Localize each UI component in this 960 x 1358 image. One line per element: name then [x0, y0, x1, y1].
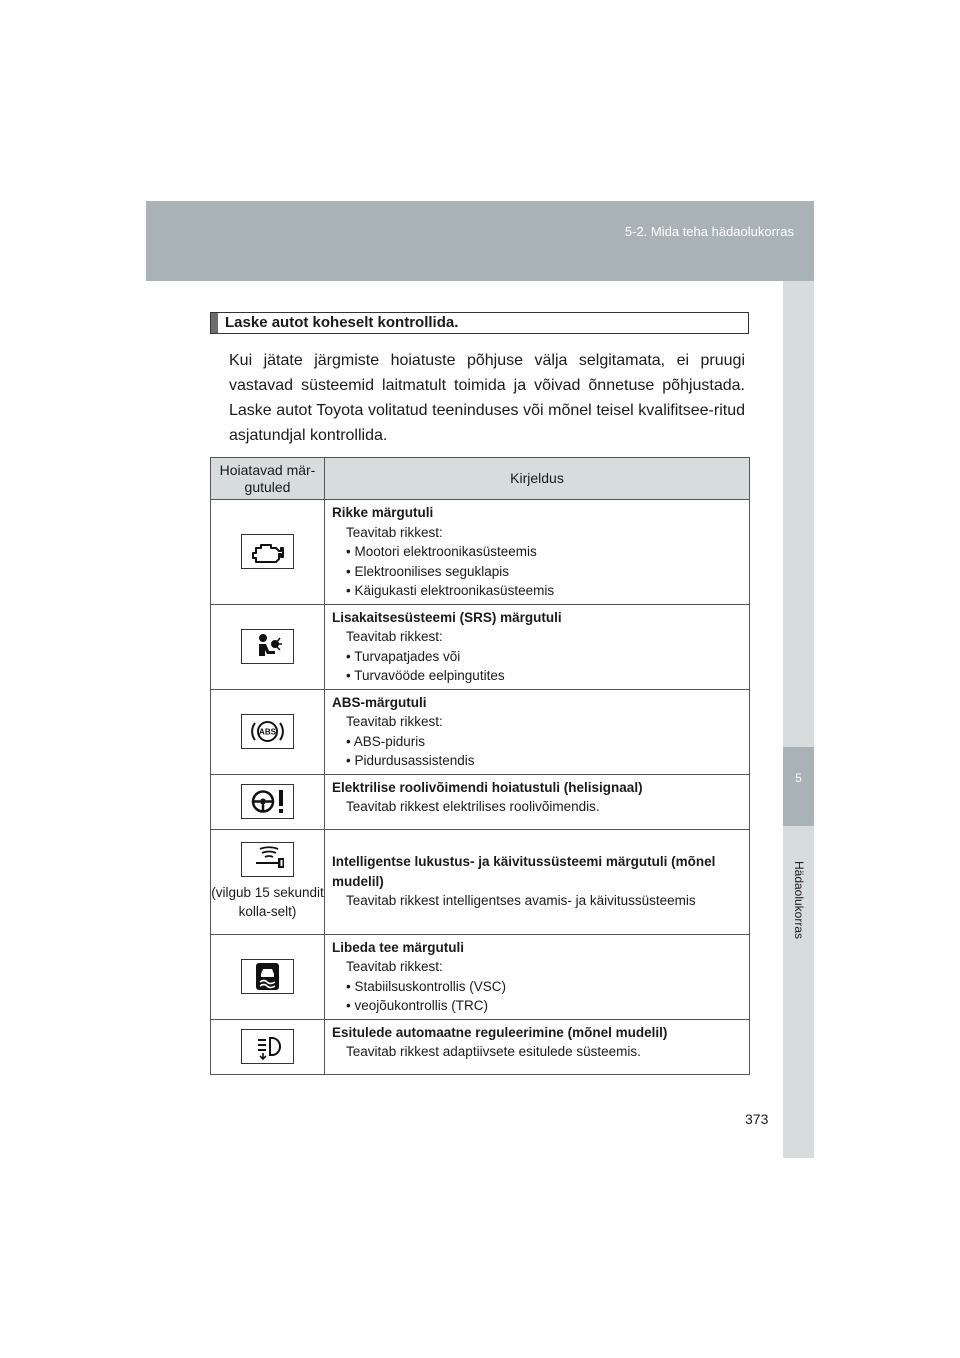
row-subtitle: Teavitab rikkest:: [346, 524, 443, 540]
description-cell: [325, 689, 750, 774]
row-title: Libeda tee märgutuli: [332, 939, 465, 955]
icon-cell: [211, 1019, 325, 1074]
row-subtitle: Teavitab rikkest adaptiivsete esitulede süsteemis.: [346, 1044, 641, 1059]
table-row: [211, 1019, 750, 1074]
row-title: ABS-märgutuli: [332, 694, 427, 710]
abs-icon-text: ABS: [259, 727, 276, 737]
slip-indicator-icon: [241, 959, 294, 994]
icon-cell: [211, 934, 325, 1019]
list-item: • Elektroonilises seguklapis: [346, 563, 510, 579]
chapter-number: 5: [795, 771, 802, 785]
list-item: • Stabiilsuskontrollis (VSC): [346, 978, 507, 994]
heading-bar: [211, 313, 218, 333]
blink-note: (vilgub 15 sekundit kolla-selt): [211, 885, 324, 919]
list-item: • Pidurdusassistendis: [346, 753, 475, 768]
row-subtitle: Teavitab rikkest elektrilises roolivõimendis.: [346, 799, 600, 814]
side-strip: [783, 281, 814, 1158]
list-item: • Mootori elektroonikasüsteemis: [346, 544, 537, 559]
row-title: Elektrilise roolivõimendi hoiatustuli (helisignaal): [332, 779, 643, 795]
list-item: • Turvapatjades või: [346, 648, 461, 664]
row-subtitle: Teavitab rikkest:: [346, 629, 443, 644]
table-row: [211, 604, 750, 689]
col-header-description: Kirjeldus: [325, 458, 750, 500]
steering-warning-icon: [241, 784, 294, 819]
headlight-leveling-icon: [241, 1029, 294, 1064]
chapter-title-box: [782, 835, 815, 965]
table-header-row: [211, 458, 750, 500]
icon-cell: [211, 500, 325, 605]
row-title: Lisakaitsesüsteemi (SRS) märgutuli: [332, 609, 562, 625]
intro-paragraph: Kui jätate järgmiste hoiatuste põhjuse välja selgitamata, ei pruugi vastavad süsteemid laitmatult toimida ja võivad õnnetuse põhjustada. Laske autot Toyota volitatud teeninduses või mõnel teisel kvalifitsee-ritud asjatundjal kontrollida.: [229, 352, 745, 444]
smart-key-icon: [241, 842, 294, 877]
list-item: • veojõukontrollis (TRC): [346, 998, 489, 1013]
page-number: 373: [745, 1111, 769, 1127]
description-cell: [325, 829, 750, 934]
description-cell: [325, 774, 750, 829]
abs-icon: [241, 714, 294, 749]
table-row: [211, 934, 750, 1019]
section-title: 5-2. Mida teha hädaolukorras: [624, 224, 794, 239]
header-band: [146, 201, 814, 281]
description-cell: [325, 1019, 750, 1074]
row-title: Intelligentse lukustus- ja käivitussüsteemi märgutuli (mõnel mudelil): [332, 854, 716, 889]
row-title: Esitulede automaatne reguleerimine (mõnel mudelil): [332, 1024, 668, 1040]
table-row: [211, 689, 750, 774]
row-title: Rikke märgutuli: [332, 505, 434, 520]
list-item: • ABS-piduris: [346, 733, 426, 749]
row-subtitle: Teavitab rikkest intelligentses avamis- ja käivitussüsteemis: [346, 893, 696, 909]
airbag-icon: [241, 629, 294, 664]
warning-lights-table: [210, 457, 750, 1075]
description-cell: [325, 604, 750, 689]
list-item: • Turvavööde eelpingutites: [346, 668, 505, 683]
icon-cell: [211, 604, 325, 689]
table-row: [211, 774, 750, 829]
engine-check-icon: [241, 534, 294, 569]
table-row: [211, 829, 750, 934]
row-subtitle: Teavitab rikkest:: [346, 714, 443, 729]
heading-text: Laske autot koheselt kontrollida.: [225, 314, 459, 331]
chapter-tab: [783, 747, 814, 826]
icon-cell: [211, 829, 325, 934]
chapter-title: Hädaolukorras: [791, 860, 806, 940]
row-subtitle: Teavitab rikkest:: [346, 959, 443, 974]
col-header-lights: Hoiatavad mär-gutuled: [211, 458, 325, 500]
section-heading: [210, 312, 749, 334]
icon-cell: [211, 689, 325, 774]
icon-cell: [211, 774, 325, 829]
table-row: [211, 500, 750, 605]
description-cell: [325, 500, 750, 605]
list-item: • Käigukasti elektroonikasüsteemis: [346, 583, 555, 598]
description-cell: [325, 934, 750, 1019]
